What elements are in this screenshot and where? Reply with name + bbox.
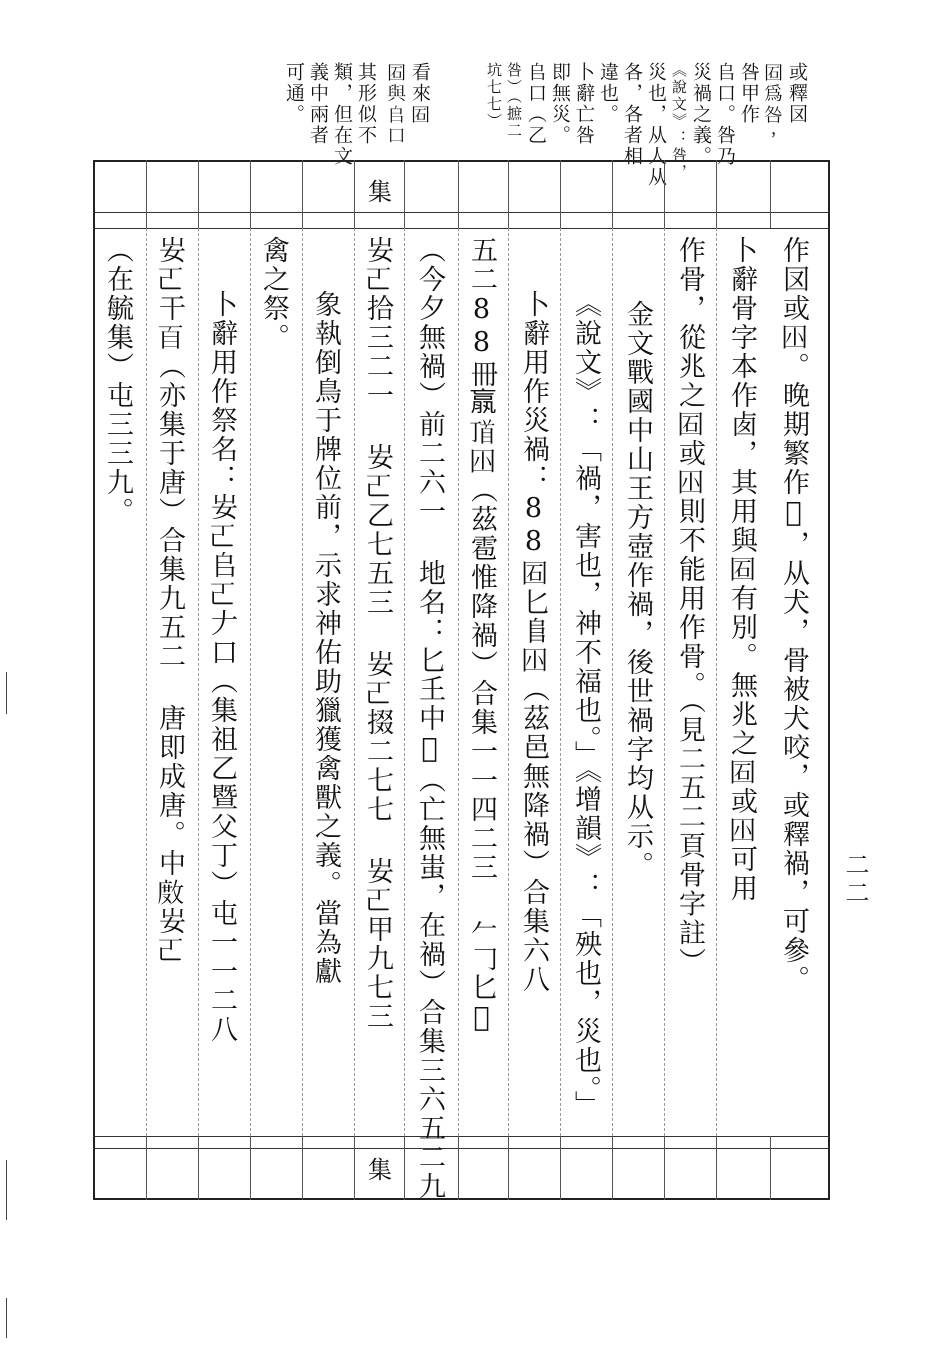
footer-rule	[93, 1136, 830, 1137]
margin-note: 𠂤口。咎乃	[714, 62, 736, 167]
margin-note: 卜辭亡咎	[573, 62, 595, 146]
text-column: 𡚴𠀀拾三二一 𡚴𠀀乙七五三 𡚴𠀀掇二七七 𡚴𠀀甲九七三	[362, 236, 393, 1031]
header-rule	[93, 212, 830, 213]
margin-note: 災也，从人从	[645, 62, 667, 188]
header-label: 集	[368, 178, 392, 206]
margin-note: 違也。	[597, 62, 619, 125]
margin-note: 其形似不	[355, 62, 377, 146]
text-column: 卜辭用作祭名：𡚴𠀀𠂤𠀀𠂇口（集祖乙暨父丁）屯一一二八	[206, 290, 237, 1044]
text-column: 禽之祭。	[258, 236, 289, 352]
text-column: （在毓集）屯三三九。	[102, 236, 133, 526]
scan-edge-mark	[6, 672, 7, 714]
footer-rule	[93, 1148, 830, 1149]
text-column: 象執倒鳥于牌位前，示求神佑助獵獲禽獸之義。當為獻	[310, 290, 341, 986]
text-column: 《說文》：「禍，害也，神不福也。」《增韻》：「殃也，災也。」	[570, 290, 601, 1120]
margin-note: 𠂤口（乙	[525, 62, 547, 146]
margin-note: 𡇈為咎，	[762, 62, 784, 146]
page-number: 二二	[841, 852, 869, 908]
margin-note: 即無災。	[549, 62, 571, 146]
margin-note: 災禍之義。	[690, 62, 712, 167]
margin-note: 咎甲作	[738, 62, 760, 125]
margin-note: 可通。	[283, 62, 305, 125]
scan-edge-mark	[6, 1160, 7, 1220]
text-column: 作㘝或𡆧。晚期繁作𣀗，从犬，骨被犬咬，或釋禍，可參。	[778, 236, 809, 994]
footer-label: 集	[368, 1156, 392, 1184]
scan-edge-mark	[6, 1298, 7, 1338]
text-column: （今夕無禍）前二六一 地名：匕𡈼中𣀗（亡無蚩，在禍）合集三六五二九	[414, 236, 445, 1201]
margin-note: 義中兩者	[307, 62, 329, 146]
text-column: 𡚴𠀀干𦣻（亦集于唐）合集九五二 唐即成唐。中𢾅𡚴𠀀	[154, 236, 185, 965]
margin-note: 類，但在文	[331, 62, 353, 167]
text-column: 作骨，從兆之𡇈或𡆧則不能用作骨。（見二五二頁骨字註）	[674, 236, 705, 977]
text-column: 金文戰國中山王方壺作禍，後世禍字均从示。	[622, 300, 653, 880]
text-column: 卜辭骨字本作𠧧，其用與𡇈有別。無兆之𡇈或𡆧可用	[726, 236, 757, 903]
margin-note: 各，各者相	[621, 62, 643, 167]
text-column: 卜辭用作災禍：88𡇈匕𨸏𡆧（茲邑無降禍）合集六八	[518, 290, 549, 994]
text-column: 五二88冊𣎆𩠑𡆧（茲雹惟降禍）合集一一四二三 𠂉𠃌匕𣀗	[466, 236, 497, 1035]
margin-note: 𡇈與𠂤口	[385, 62, 407, 146]
margin-note: 看來𡇈	[409, 62, 431, 125]
margin-note: 坑七七）	[485, 62, 503, 130]
header-rule	[93, 228, 830, 229]
margin-note: 咎）（摭二	[505, 62, 523, 140]
margin-note: 或釋㘝	[786, 62, 808, 125]
margin-note: 《說文》：咎，	[670, 62, 688, 181]
